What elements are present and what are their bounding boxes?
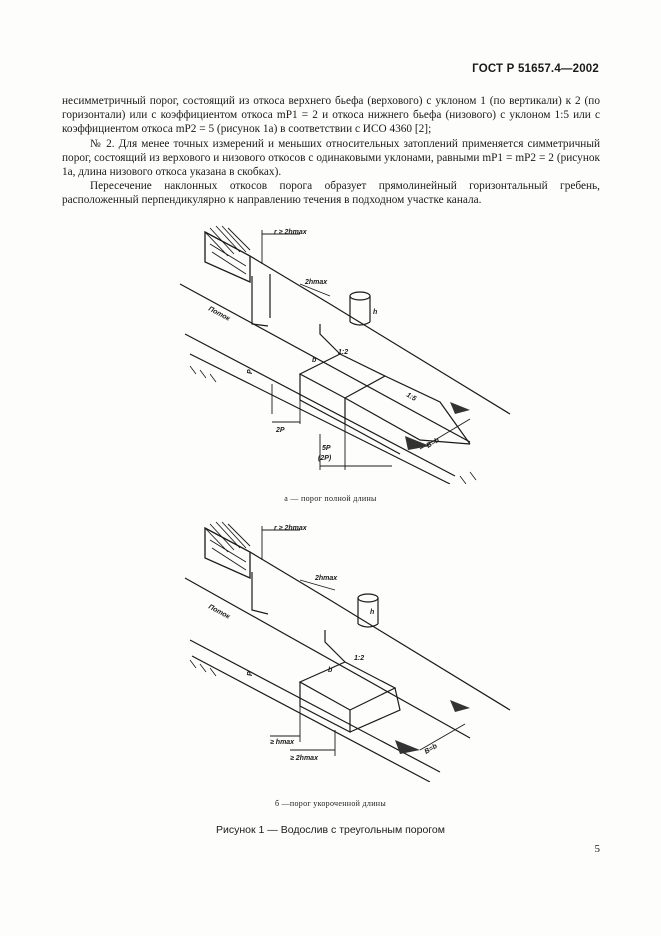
paragraph-1: несимметричный порог, состоящий из откоса верхнего бьефа (верхового) с уклоном 1 (по вертикали) к 2 (по горизонтали) или с коэффициентом откоса mP1 = 2 и откоса нижнего бьефа (низового) с уклоном 1:5 или с коэффициентом откоса mP2 = 5 (рисунок 1а) в соответствии с ИСО 4360 [2];: [62, 95, 600, 136]
figure-a-drawing: [0, 214, 661, 484]
gauge-top: [350, 292, 370, 300]
label-length-down-alt: (2P): [318, 455, 332, 462]
body-text: [62, 94, 600, 208]
paragraph-2: № 2. Для менее точных измерений и меньших относительных затоплений применяется симметричный порог, состоящий из верхового и низового откосов с одинаковыми уклонами, равными mP1 = mP2 = 2 (рисунок 1а, длина низового откоса указана в скобках).: [62, 137, 600, 179]
label-downslope: 1:5: [405, 391, 418, 403]
label-b: b: [328, 667, 333, 674]
label-upslope: 1:2: [338, 349, 349, 356]
label-flow: Поток: [207, 305, 231, 323]
figure-b: [0, 510, 661, 782]
label-length-down: 5P: [322, 445, 331, 452]
label-width: B=b: [425, 436, 441, 450]
label-length-up: 2P: [276, 427, 285, 434]
upstream-wall-hatch: [205, 226, 250, 282]
figure-a: [0, 214, 661, 484]
upper-bank: [250, 552, 510, 710]
figure-title: Рисунок 1 — Водослив с треугольным порогом: [216, 824, 445, 836]
gauge-top: [358, 594, 378, 602]
label-crest-width: 2hmax: [315, 575, 338, 582]
crest-front: [300, 682, 350, 732]
figure-b-caption: б —порог укороченной длины: [274, 799, 387, 808]
label-len1: ≥ hmax: [270, 739, 295, 746]
upstream-wall-hatch: [205, 522, 250, 578]
far-bank-top: [185, 578, 470, 738]
wall-edge: [252, 276, 268, 326]
label-len2: ≥ 2hmax: [290, 755, 318, 762]
label-height: P: [247, 671, 254, 676]
upper-bank: [250, 256, 510, 414]
page-number: 5: [594, 843, 600, 855]
paragraph-3: Пересечение наклонных откосов порога образует прямолинейный горизонтальный гребень, расположенный перпендикулярно к направлению течения в подходном участке канала.: [62, 180, 600, 207]
label-crest-width: 2hmax: [305, 279, 328, 286]
label-b: b: [312, 357, 317, 364]
label-flow: Поток: [207, 603, 231, 621]
label-height: P: [247, 369, 254, 374]
label-upslope: 1:2: [354, 655, 365, 662]
figure-a-caption: а — порог полной длины: [284, 494, 377, 503]
standard-header: ГОСТ Р 51657.4—2002: [472, 63, 599, 75]
near-bank-bottom: [192, 656, 430, 782]
label-gauge: h: [373, 309, 378, 316]
crest-front: [300, 374, 345, 424]
label-radius: r ≥ 2hmax: [274, 229, 307, 236]
label-gauge: h: [370, 609, 375, 616]
label-radius: r ≥ 2hmax: [274, 525, 307, 532]
label-width: B=b: [423, 742, 439, 756]
figure-b-drawing: [0, 510, 661, 782]
